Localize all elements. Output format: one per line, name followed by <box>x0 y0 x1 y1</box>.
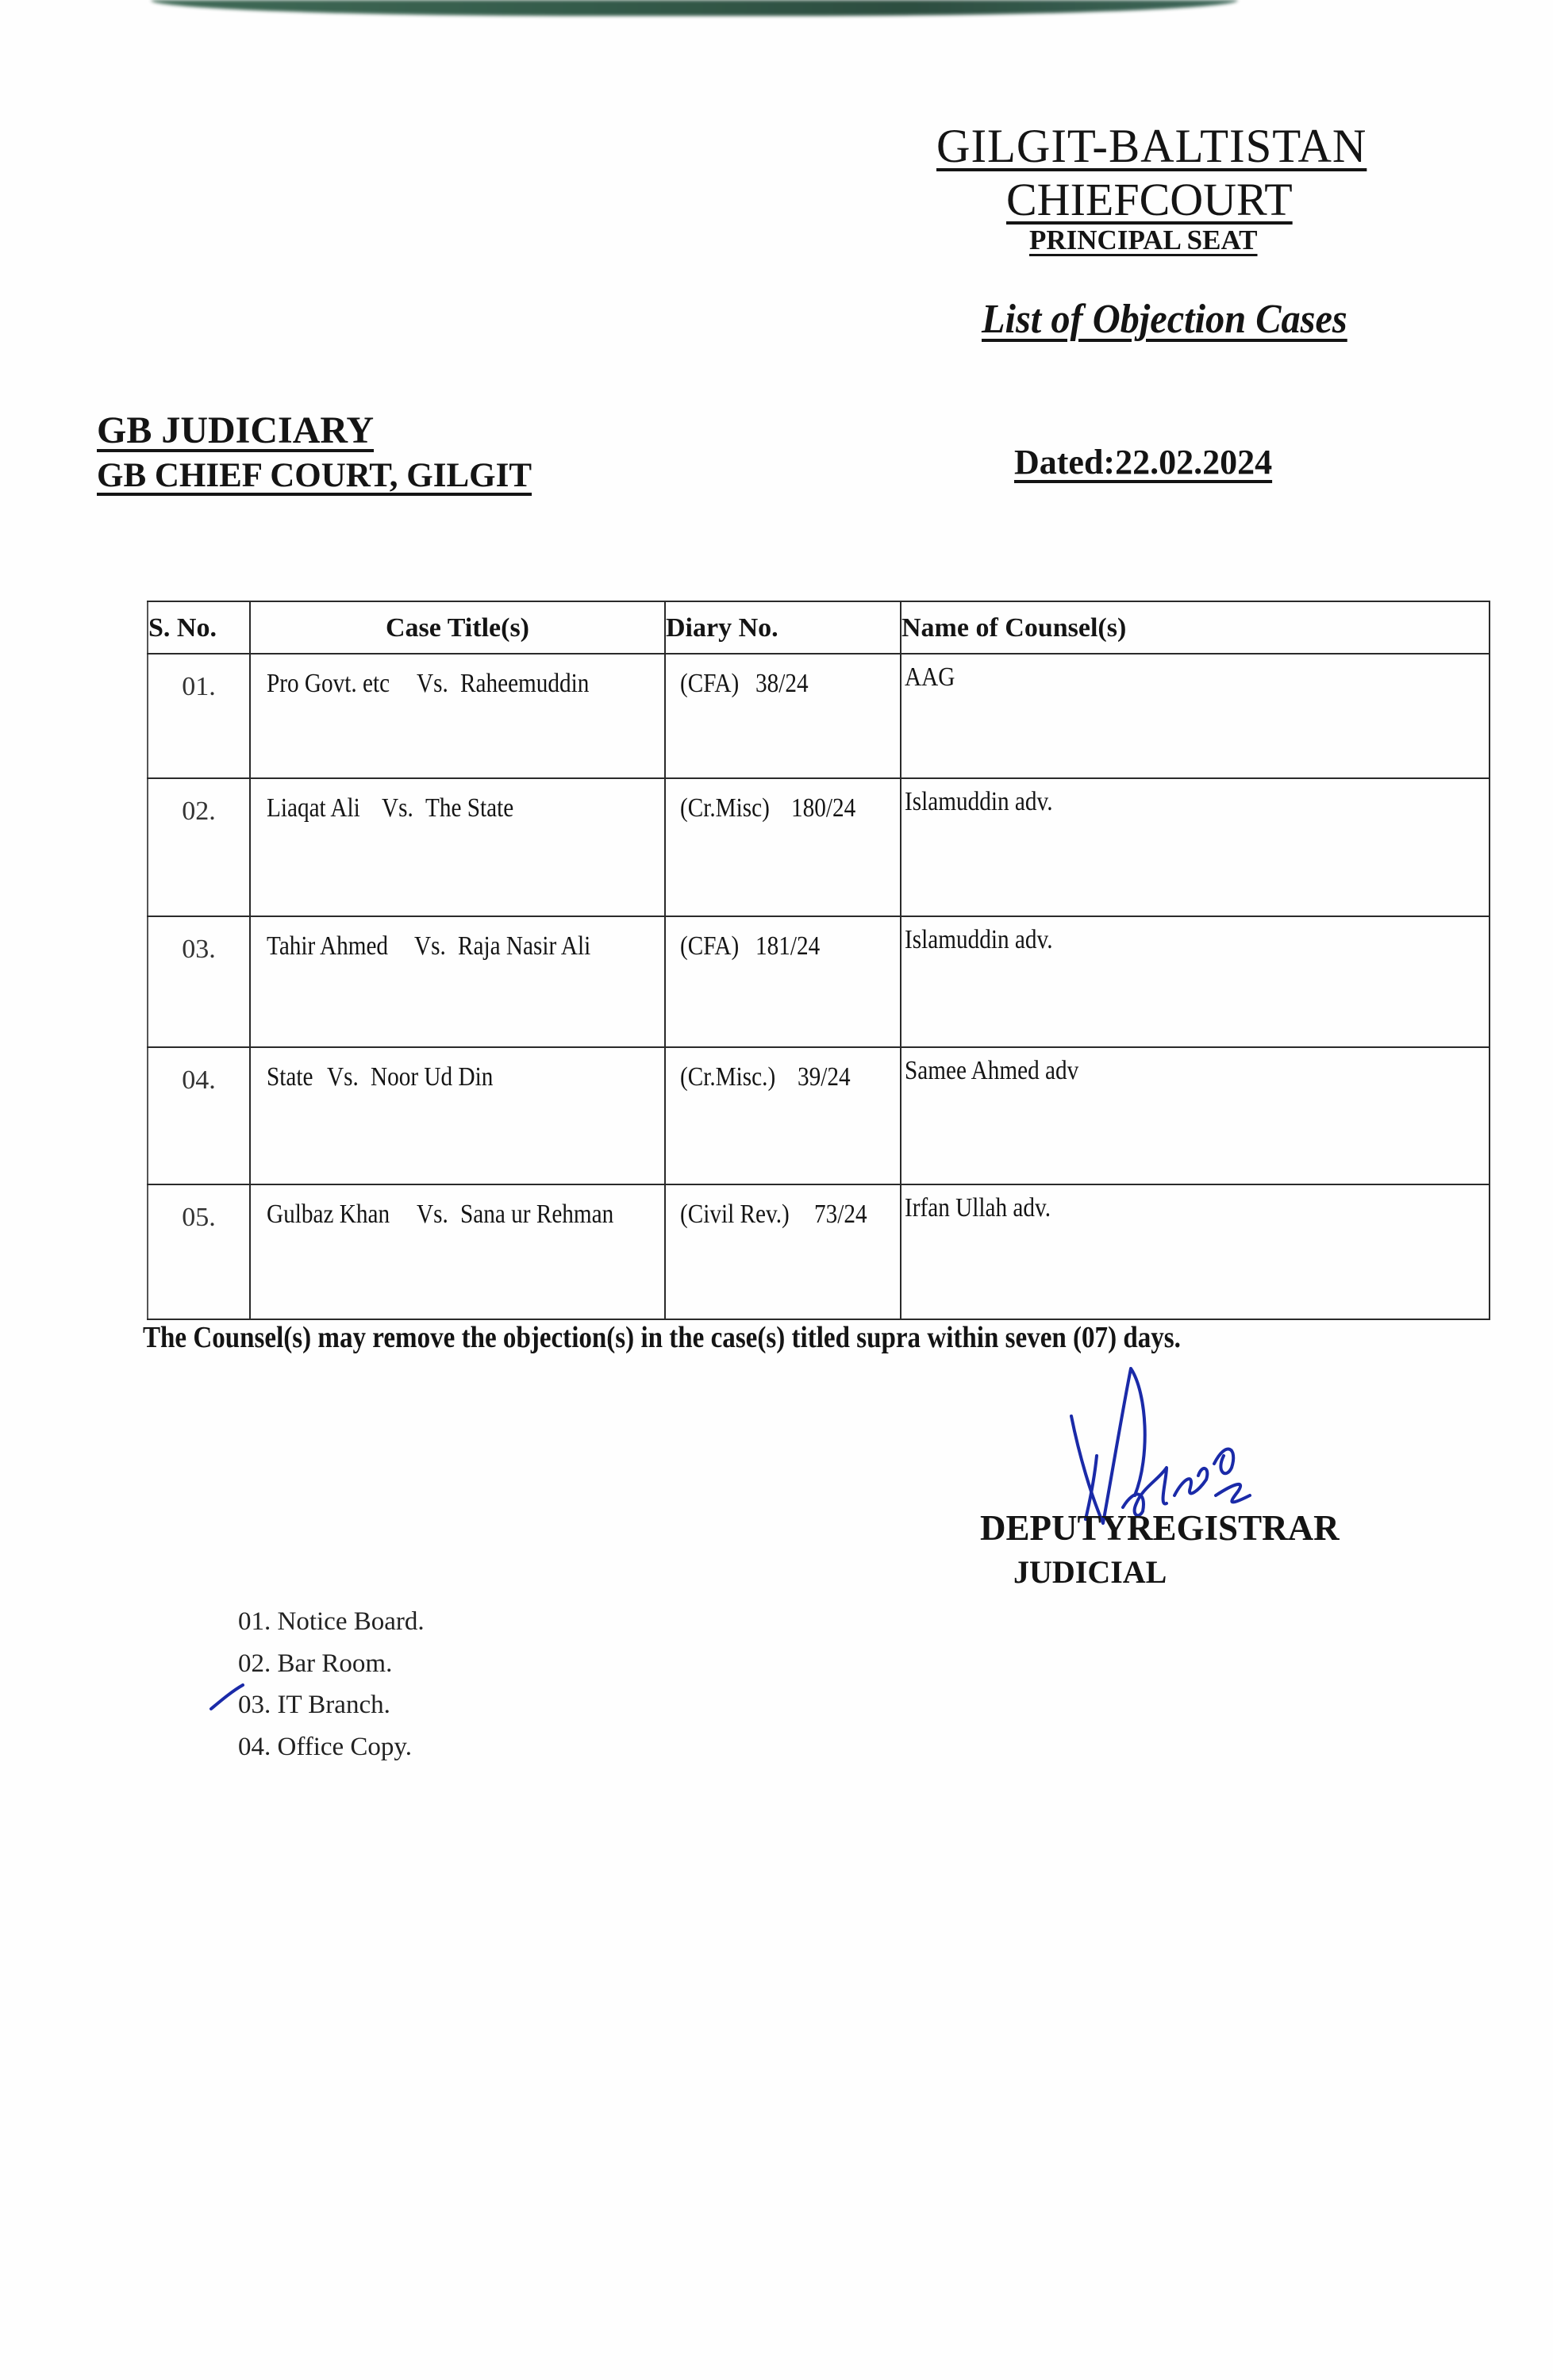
counsel-name <box>901 778 1490 916</box>
column-header-diary-no: Diary No. <box>665 601 901 654</box>
department-name: GB JUDICIARY <box>97 409 375 451</box>
table-row <box>148 1047 1490 1184</box>
diary-value: 39/24 <box>798 1062 851 1092</box>
case-type: (CFA) <box>680 931 740 961</box>
petitioner: Liaqat Ali <box>267 793 360 823</box>
serial-number: 02. <box>148 778 250 916</box>
objection-notice: The Counsel(s) may remove the objection(s) in the case(s) titled supra within seven (07) days. <box>143 1321 1181 1354</box>
counsel-text: Samee Ahmed adv <box>905 1056 1079 1085</box>
diary-value: 73/24 <box>813 1200 867 1229</box>
versus: Vs. <box>382 793 414 823</box>
case-title <box>250 1047 665 1184</box>
column-header-counsel: Name of Counsel(s) <box>901 601 1490 654</box>
serial-number: 04. <box>148 1047 250 1184</box>
counsel-text: Islamuddin adv. <box>905 925 1053 954</box>
distribution-item: 03. IT Branch. <box>238 1691 390 1719</box>
signatory-title: DEPUTYREGISTRAR <box>980 1508 1340 1548</box>
signature-stroke <box>1216 1484 1250 1503</box>
signature-stroke <box>1174 1468 1207 1495</box>
respondent: The State <box>425 793 514 823</box>
counsel-text: Islamuddin adv. <box>905 787 1053 816</box>
counsel-text: Irfan Ullah adv. <box>905 1193 1051 1223</box>
case-title <box>250 778 665 916</box>
table-row <box>148 654 1490 778</box>
org-subtitle: CHIEFCOURT <box>1006 174 1293 225</box>
diary-number <box>665 1184 901 1319</box>
versus: Vs. <box>414 931 447 961</box>
distribution-item: 01. Notice Board. <box>238 1607 425 1636</box>
case-type: (CFA) <box>680 669 740 698</box>
case-title <box>250 654 665 778</box>
versus: Vs. <box>416 1200 448 1229</box>
objection-cases-table <box>147 601 1490 1320</box>
scan-edge-band <box>151 0 1238 16</box>
petitioner: State <box>267 1062 313 1092</box>
table-row <box>148 916 1490 1047</box>
signatory-subtitle: JUDICIAL <box>1013 1554 1167 1590</box>
diary-number <box>665 916 901 1047</box>
signature-stroke <box>1071 1368 1145 1523</box>
serial-number: 05. <box>148 1184 250 1319</box>
diary-number <box>665 1047 901 1184</box>
check-mark-icon <box>208 1682 248 1714</box>
column-header-case-title: Case Title(s) <box>250 601 665 654</box>
petitioner: Tahir Ahmed <box>267 931 389 961</box>
respondent: Raheemuddin <box>459 669 590 698</box>
diary-number <box>665 654 901 778</box>
counsel-name <box>901 654 1490 778</box>
distribution-list <box>238 1601 425 1768</box>
distribution-item: 04. Office Copy. <box>238 1732 413 1761</box>
serial-number: 01. <box>148 654 250 778</box>
respondent: Raja Nasir Ali <box>458 931 591 961</box>
versus: Vs. <box>416 669 448 698</box>
case-title <box>250 916 665 1047</box>
org-seat: PRINCIPAL SEAT <box>1029 225 1258 255</box>
document-date: Dated:22.02.2024 <box>1014 443 1273 482</box>
court-name: GB CHIEF COURT, GILGIT <box>97 457 532 494</box>
petitioner: Pro Govt. etc <box>267 669 390 698</box>
diary-value: 38/24 <box>755 669 809 698</box>
case-type: (Cr.Misc.) <box>680 1062 776 1092</box>
diary-value: 181/24 <box>755 931 820 961</box>
table-row <box>148 1184 1490 1319</box>
respondent: Sana ur Rehman <box>459 1200 613 1229</box>
counsel-name <box>901 916 1490 1047</box>
org-title: GILGIT-BALTISTAN <box>936 120 1367 172</box>
petitioner: Gulbaz Khan <box>267 1200 390 1229</box>
distribution-item: 02. Bar Room. <box>238 1649 393 1678</box>
case-type: (Cr.Misc) <box>680 793 770 823</box>
serial-number: 03. <box>148 916 250 1047</box>
respondent: Noor Ud Din <box>371 1062 494 1092</box>
diary-value: 180/24 <box>790 793 856 823</box>
column-header-serial: S. No. <box>148 601 250 654</box>
case-title <box>250 1184 665 1319</box>
diary-number <box>665 778 901 916</box>
table-header-row <box>148 601 1490 654</box>
signature-stroke <box>1214 1449 1233 1473</box>
counsel-name <box>901 1047 1490 1184</box>
case-type: (Civil Rev.) <box>680 1200 790 1229</box>
versus: Vs. <box>327 1062 359 1092</box>
document-title: List of Objection Cases <box>982 297 1347 342</box>
counsel-text: AAG <box>905 662 955 692</box>
table-row <box>148 778 1490 916</box>
counsel-name <box>901 1184 1490 1319</box>
